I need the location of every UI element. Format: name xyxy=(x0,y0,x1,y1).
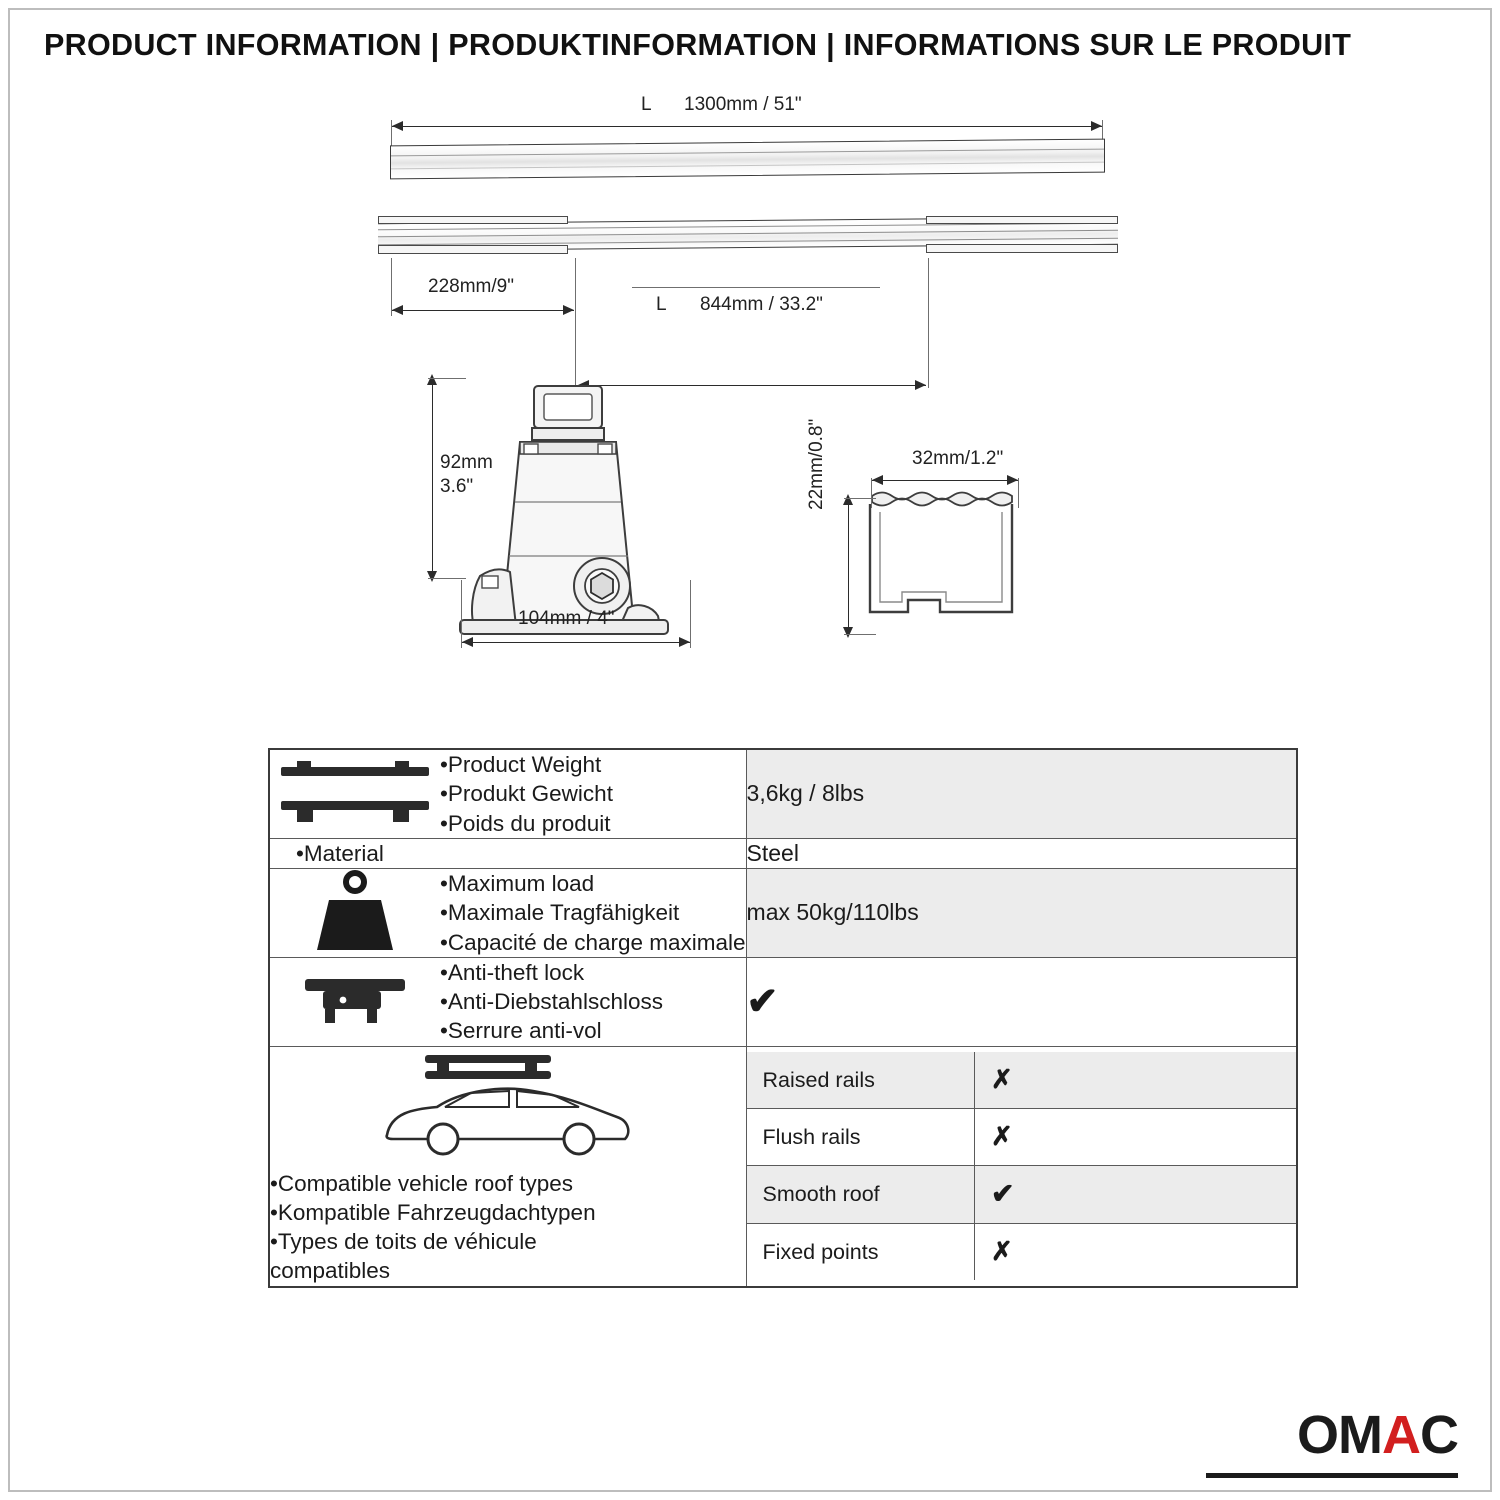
anti-theft-label-fr: •Serrure anti-vol xyxy=(440,1018,602,1044)
cross-icon: ✗ xyxy=(991,1064,1013,1094)
material-label-cell xyxy=(269,838,746,868)
table-row-fixed-points xyxy=(747,1224,1296,1281)
profile-width-value: 32mm/1.2" xyxy=(912,448,1004,469)
logo-letter-o: O xyxy=(1297,1405,1339,1465)
weight-labels xyxy=(440,750,613,838)
ext-line-profile-bottom xyxy=(844,634,876,635)
table-row-material xyxy=(269,838,1297,868)
table-row-roof-types xyxy=(269,1046,1297,1287)
dim-arrow-height-down xyxy=(427,571,437,582)
foot-width-value: 104mm / 4" xyxy=(518,608,615,629)
ext-line-profile-left xyxy=(871,478,872,508)
dim-arrow-right xyxy=(1091,121,1102,131)
bar-length-value: 1300mm / 51" xyxy=(684,94,802,115)
dim-line-profile-height xyxy=(848,498,849,634)
ext-line-offset-right xyxy=(575,258,576,388)
anti-theft-label-en: •Anti-theft lock xyxy=(440,959,585,985)
roof-types-label-en: •Compatible vehicle roof types xyxy=(270,1170,574,1196)
table-row-smooth-roof xyxy=(747,1166,1296,1224)
max-load-label-de: •Maximale Tragfähigkeit xyxy=(440,900,680,926)
ext-line-profile-right xyxy=(1018,478,1019,508)
table-row-weight xyxy=(269,749,1297,838)
span-value: 844mm / 33.2" xyxy=(700,294,823,315)
ext-line-profile-top xyxy=(844,498,876,499)
material-value: Steel xyxy=(746,838,1297,868)
roof-types-labels xyxy=(270,1169,746,1286)
dim-line-offset xyxy=(392,310,574,311)
dim-line-foot-height xyxy=(432,378,433,578)
dim-line-foot-width xyxy=(462,642,690,643)
roof-types-table xyxy=(747,1052,1296,1280)
weight-label-cell xyxy=(269,749,746,838)
raised-rails-label: Raised rails xyxy=(747,1052,975,1109)
anti-theft-label-cell xyxy=(269,957,746,1046)
dim-arrow-left xyxy=(392,121,403,131)
flush-rails-value xyxy=(975,1109,1296,1166)
anti-theft-label-de: •Anti-Diebstahlschloss xyxy=(440,989,663,1014)
roof-types-label-fr-2: compatibles xyxy=(270,1258,391,1284)
product-specs-table xyxy=(268,748,1298,1288)
material-label: •Material xyxy=(296,840,384,866)
roof-types-values-cell xyxy=(746,1046,1297,1287)
weight-label-de: •Produkt Gewicht xyxy=(440,781,613,807)
dim-arrow-width-left xyxy=(462,637,473,647)
max-load-label-fr: •Capacité de charge maximale xyxy=(440,929,746,955)
crossbars-icon xyxy=(270,757,440,831)
foot-offset-value: 228mm/9" xyxy=(428,276,514,297)
table-row-anti-theft xyxy=(269,957,1297,1046)
dim-arrow-offset-left xyxy=(392,305,403,315)
foot-front-view-drawing xyxy=(420,380,710,680)
smooth-roof-value xyxy=(975,1166,1296,1224)
logo-letter-a: A xyxy=(1382,1405,1420,1465)
ext-line-span-right xyxy=(928,258,929,388)
roof-types-label-de: •Kompatible Fahrzeugdachtypen xyxy=(270,1199,596,1225)
roof-types-label-fr: •Types de toits de véhicule xyxy=(270,1229,537,1254)
max-load-labels xyxy=(440,869,746,957)
ext-line-left xyxy=(391,120,392,146)
dim-arrow-height-up xyxy=(427,374,437,385)
dim-arrow-profile-left xyxy=(872,475,883,485)
foot-height-value-2: 3.6" xyxy=(440,476,474,497)
table-row-raised-rails xyxy=(747,1052,1296,1109)
crossbar-top-view xyxy=(390,139,1105,180)
bar-length-label: L xyxy=(641,94,652,115)
page-title: PRODUCT INFORMATION | PRODUKTINFORMATION | INFORMATIONS SUR LE PRODUIT xyxy=(44,28,1352,62)
flush-rails-label: Flush rails xyxy=(747,1109,975,1166)
roof-types-label-cell xyxy=(269,1046,746,1287)
weight-icon xyxy=(270,870,440,956)
fixed-points-value xyxy=(975,1224,1296,1281)
dim-line-total-length xyxy=(392,126,1102,127)
span-label: L xyxy=(656,294,667,315)
table-row-flush-rails xyxy=(747,1109,1296,1166)
dim-arrow-profile-up xyxy=(843,494,853,505)
logo-underline xyxy=(1206,1473,1458,1478)
foot-height-value-1: 92mm xyxy=(440,452,493,473)
weight-label-en: •Product Weight xyxy=(440,752,602,777)
omac-logo xyxy=(1297,1404,1458,1466)
anti-theft-value xyxy=(746,957,1297,1046)
cross-icon: ✗ xyxy=(991,1121,1013,1151)
dim-arrow-offset-right xyxy=(563,305,574,315)
ext-line-height-bottom xyxy=(428,578,466,579)
check-icon: ✔ xyxy=(991,1178,1015,1209)
max-load-label-en: •Maximum load xyxy=(440,871,595,896)
anti-theft-labels xyxy=(440,958,663,1046)
dim-arrow-profile-down xyxy=(843,627,853,638)
profile-height-value: 22mm/0.8" xyxy=(806,418,827,510)
lock-icon xyxy=(270,969,440,1035)
cross-icon: ✗ xyxy=(991,1236,1013,1266)
fixed-points-label: Fixed points xyxy=(747,1224,975,1281)
check-icon: ✔ xyxy=(746,980,779,1023)
table-row-max-load xyxy=(269,869,1297,958)
max-load-label-cell xyxy=(269,869,746,958)
dim-arrow-width-right xyxy=(679,637,690,647)
raised-rails-value xyxy=(975,1052,1296,1109)
ext-line-height-top xyxy=(428,378,466,379)
crossbar-side-view xyxy=(378,212,1118,264)
ext-line-width-left xyxy=(461,580,462,648)
dim-arrow-profile-right xyxy=(1007,475,1018,485)
technical-drawing xyxy=(0,80,1500,740)
ext-line-width-right xyxy=(690,580,691,648)
logo-letter-c: C xyxy=(1420,1405,1458,1465)
dim-arrow-span-right xyxy=(915,380,926,390)
smooth-roof-label: Smooth roof xyxy=(747,1166,975,1224)
logo-letter-m: M xyxy=(1338,1405,1382,1465)
weight-label-fr: •Poids du produit xyxy=(440,810,611,836)
span-leader-line xyxy=(632,287,880,288)
dim-line-profile-width xyxy=(872,480,1018,481)
bar-cross-section-drawing xyxy=(830,480,1080,660)
ext-line-offset-left xyxy=(391,258,392,316)
weight-value: 3,6kg / 8lbs xyxy=(746,749,1297,838)
max-load-value: max 50kg/110lbs xyxy=(746,869,1297,958)
car-with-roofrack-icon xyxy=(373,1047,643,1165)
